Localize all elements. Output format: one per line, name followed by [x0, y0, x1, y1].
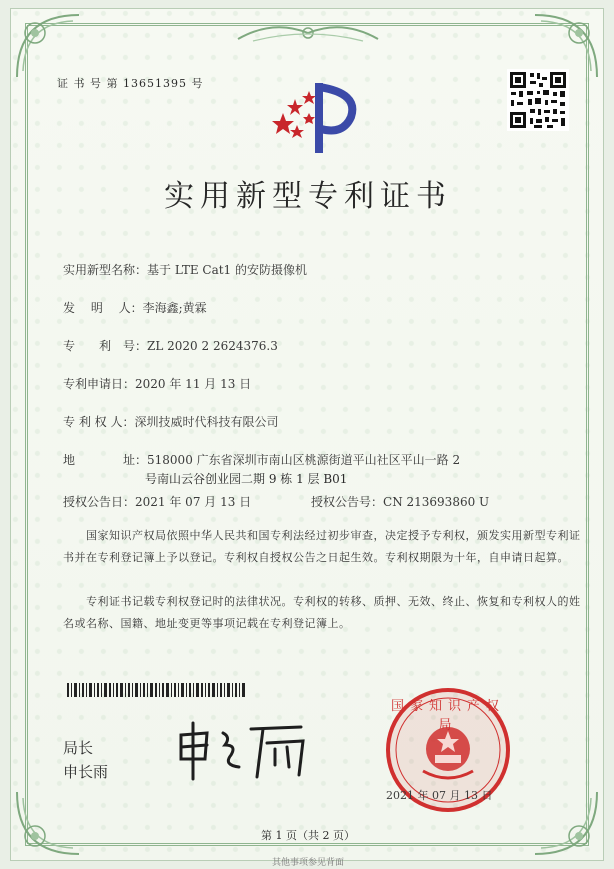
body-paragraph-1: 国家知识产权局依照中华人民共和国专利法经过初步审查，决定授予专利权，颁发实用新型专利证书并在专利登记簿上予以登记。专利权自授权公告之日起生效。专利权期限为十年，自申请日起算。	[63, 529, 581, 564]
bottom-note: 其他事项参见背面	[271, 858, 344, 868]
field-address	[63, 451, 460, 468]
field-label: 地 址：	[63, 453, 148, 467]
qr-code-icon	[507, 69, 569, 131]
field-address-line2: 号南山云谷创业园二期 9 栋 1 层 B01	[145, 472, 348, 486]
field-label: 授权公告日：	[63, 495, 136, 509]
corner-ornament-icon	[13, 11, 83, 81]
field-value: 2021 年 07 月 13 日	[135, 495, 252, 509]
field-grant-number	[311, 493, 489, 510]
field-value: 深圳技威时代科技有限公司	[134, 415, 279, 429]
patent-office-logo-icon	[263, 69, 363, 159]
field-patentee	[63, 413, 278, 430]
corner-ornament-icon	[531, 788, 601, 858]
field-value: 2020 年 11 月 13 日	[135, 377, 252, 391]
field-label: 发 明 人：	[63, 301, 143, 315]
field-value: 李海鑫;黄霖	[142, 301, 207, 315]
field-value: ZL 2020 2 2624376.3	[147, 339, 278, 353]
field-patent-number	[63, 337, 278, 354]
field-utility-model-name	[63, 261, 307, 278]
field-grant-date	[63, 493, 251, 510]
seal-date: 2021 年 07 月 13 日	[386, 789, 493, 802]
certificate-sheet	[10, 8, 604, 868]
field-filing-date	[63, 375, 251, 392]
field-value: CN 213693860 U	[383, 495, 490, 509]
field-label: 实用新型名称：	[63, 263, 148, 277]
certificate-number: 证 书 号 第 13651395 号	[57, 77, 204, 90]
field-label: 专利申请日：	[63, 377, 136, 391]
page-number: 第 1 页（共 2 页）	[261, 829, 355, 842]
field-value: 518000 广东省深圳市南山区桃源街道平山社区平山一路 2	[147, 453, 461, 467]
body-paragraph-2: 专利证书记载专利权登记时的法律状况。专利权的转移、质押、无效、终止、恢复和专利权人的姓名或名称、国籍、地址变更等事项记载在专利登记簿上。	[63, 595, 581, 630]
barcode-icon	[67, 683, 247, 697]
director-title: 局长	[63, 739, 94, 757]
seal-text: 国家知识产权局	[390, 699, 505, 733]
field-inventor	[63, 299, 207, 316]
director-signature-icon	[171, 715, 321, 785]
field-label: 专 利 号：	[63, 339, 148, 353]
field-value: 基于 LTE Cat1 的安防摄像机	[147, 263, 308, 277]
field-label: 专 利 权 人：	[63, 415, 135, 429]
corner-ornament-icon	[13, 788, 83, 858]
field-label: 授权公告号：	[311, 495, 384, 509]
director-name: 申长雨	[63, 763, 109, 781]
document-title: 实用新型专利证书	[164, 179, 452, 214]
top-ornament-icon	[233, 19, 383, 45]
